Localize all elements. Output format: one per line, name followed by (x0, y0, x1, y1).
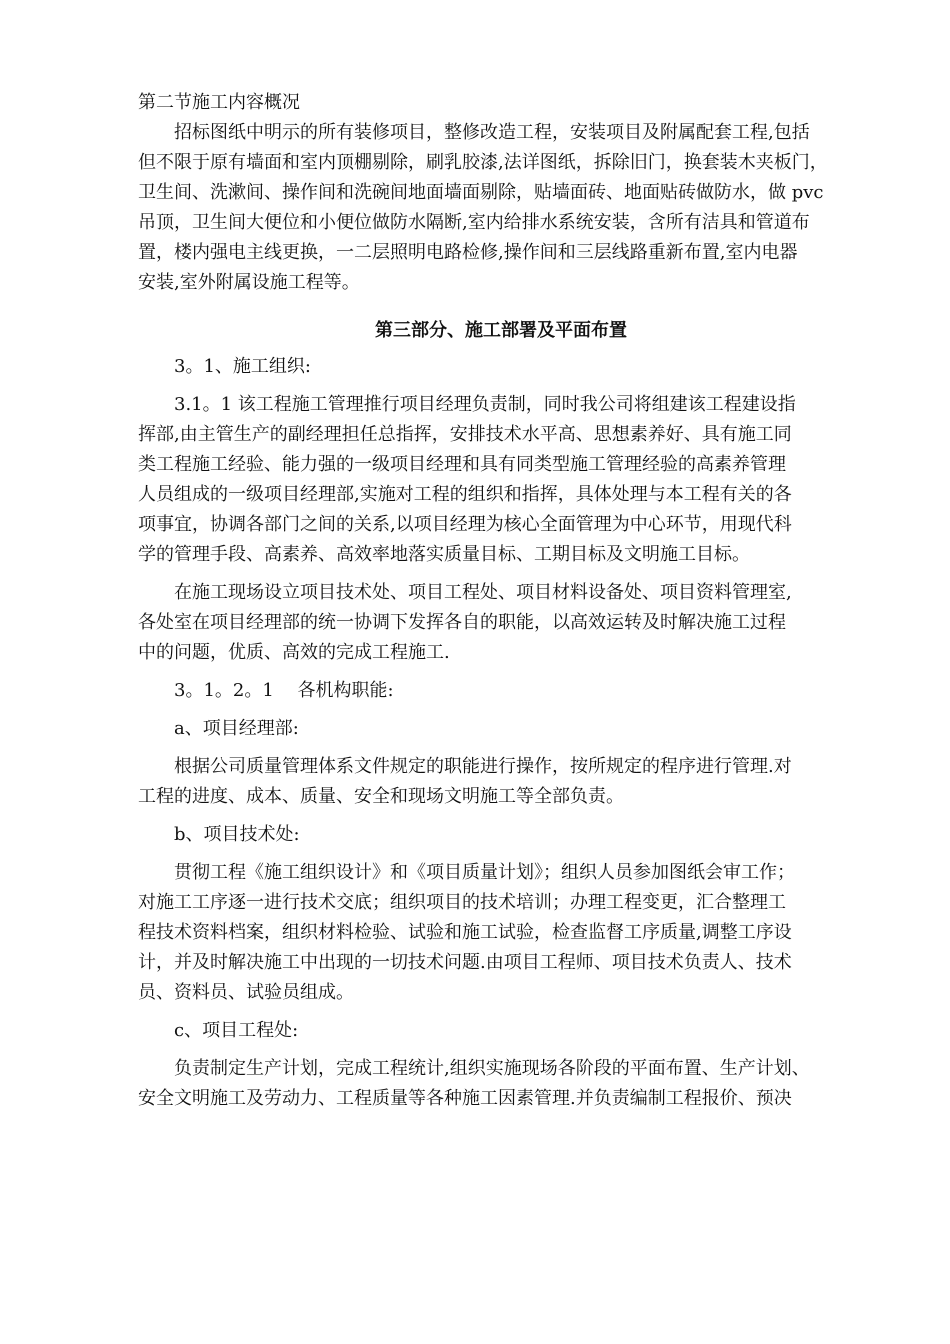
section-title: 第二节施工内容概况 (138, 92, 300, 113)
paragraph-line: 安全文明施工及劳动力、工程质量等各种施工因素管理.并负责编制工程报价、预决 (138, 1088, 792, 1109)
paragraph-line: 置，楼内强电主线更换，一二层照明电路检修,操作间和三层线路重新布置,室内电器 (138, 242, 798, 263)
paragraph-line: 但不限于原有墙面和室内顶棚剔除，刷乳胶漆,法详图纸，拆除旧门，换套装木夹板门， (138, 152, 828, 173)
paragraph-line: 在施工现场设立项目技术处、项目工程处、项目材料设备处、项目资料管理室, (174, 582, 792, 603)
paragraph-line: 计，并及时解决施工中出现的一切技术问题.由项目工程师、项目技术负责人、技术 (138, 952, 792, 973)
subheading-b: b、项目技术处: (174, 824, 300, 845)
paragraph-line: 工程的进度、成本、质量、安全和现场文明施工等全部负责。 (138, 786, 624, 807)
part-title: 第三部分、施工部署及平面布置 (375, 320, 627, 341)
subheading-c: c、项目工程处: (174, 1020, 299, 1041)
paragraph-line: 招标图纸中明示的所有装修项目，整修改造工程，安装项目及附属配套工程,包括 (174, 122, 810, 143)
paragraph-c (138, 1054, 864, 1114)
paragraph-b (138, 858, 864, 1008)
paragraph-line: 吊顶，卫生间大便位和小便位做防水隔断,室内给排水系统安装，含所有洁具和管道布 (138, 212, 810, 233)
paragraph-line: 项事宜，协调各部门之间的关系,以项目经理为核心全面管理为中心环节，用现代科 (138, 514, 792, 535)
paragraph-line: 程技术资料档案，组织材料检验、试验和施工试验，检查监督工序质量,调整工序设 (138, 922, 792, 943)
paragraph-line: 学的管理手段、高素养、高效率地落实质量目标、工期目标及文明施工目标。 (138, 544, 750, 565)
paragraph-line: 类工程施工经验、能力强的一级项目经理和具有同类型施工管理经验的高素养管理 (138, 454, 786, 475)
scope-paragraph (138, 118, 864, 298)
paragraph-line: 负责制定生产计划，完成工程统计,组织实施现场各阶段的平面布置、生产计划、 (174, 1058, 810, 1079)
paragraph-line: 各处室在项目经理部的统一协调下发挥各自的职能，以高效运转及时解决施工过程 (138, 612, 786, 633)
paragraph-line: 贯彻工程《施工组织设计》和《项目质量计划》；组织人员参加图纸会审工作； (174, 862, 795, 883)
document-page (138, 88, 864, 1114)
paragraph-site-offices (138, 578, 864, 668)
paragraph-line: 根据公司质量管理体系文件规定的职能进行操作，按所规定的程序进行管理.对 (174, 756, 792, 777)
paragraph-line: 3.1。1 该工程施工管理推行项目经理负责制，同时我公司将组建该工程建设指 (174, 394, 796, 415)
paragraph-line: 员、资料员、试验员组成。 (138, 982, 354, 1003)
paragraph-line: 对施工工序逐一进行技术交底；组织项目的技术培训；办理工程变更，汇合整理工 (138, 892, 786, 913)
heading-3-1-2-1: 3。1。2。1 各机构职能: (174, 680, 394, 701)
paragraph-a (138, 752, 864, 812)
paragraph-line: 中的问题，优质、高效的完成工程施工. (138, 642, 450, 663)
paragraph-line: 安装,室外附属设施工程等。 (138, 272, 360, 293)
paragraph-line: 人员组成的一级项目经理部,实施对工程的组织和指挥，具体处理与本工程有关的各 (138, 484, 792, 505)
paragraph-line: 挥部,由主管生产的副经理担任总指挥，安排技术水平高、思想素养好、具有施工同 (138, 424, 792, 445)
heading-3-1: 3。1、施工组织: (174, 356, 311, 377)
paragraph-line: 卫生间、洗漱间、操作间和洗碗间地面墙面剔除，贴墙面砖、地面贴砖做防水，做 pvc (138, 182, 824, 203)
paragraph-3-1-1 (138, 390, 864, 570)
subheading-a: a、项目经理部: (174, 718, 299, 739)
